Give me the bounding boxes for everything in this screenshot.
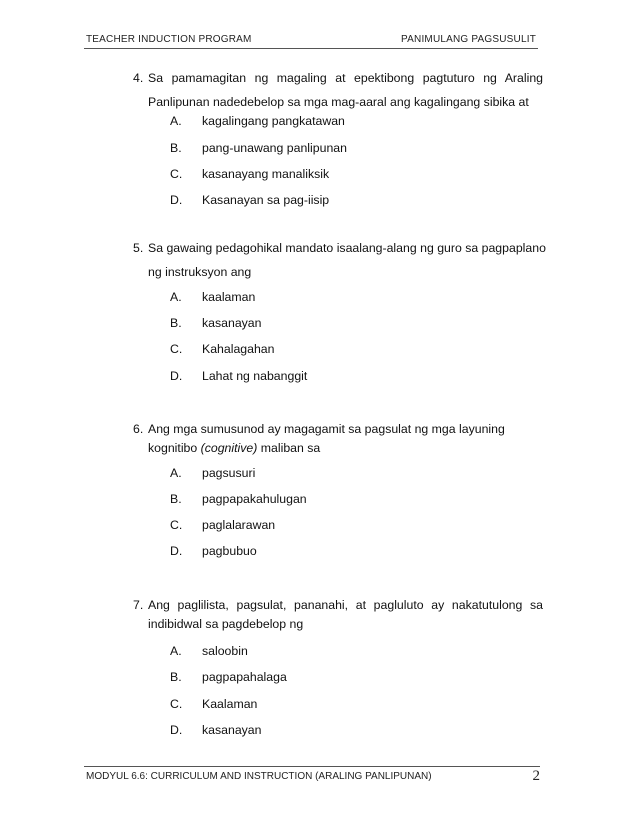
page-number: 2: [532, 768, 540, 784]
question-6-line-2-suffix: maliban sa: [257, 441, 321, 455]
question-4-option-c-text: kasanayang manaliksik: [202, 167, 330, 181]
question-7-option-b-text: pagpapahalaga: [202, 670, 287, 684]
question-7-number: 7.: [133, 598, 144, 612]
question-6-option-c-letter: C.: [170, 518, 183, 532]
question-5-option-a-text: kaalaman: [202, 290, 256, 304]
question-7-option-d-letter: D.: [170, 723, 183, 737]
question-6-option-a-letter: A.: [170, 466, 182, 480]
question-7-option-d-text: kasanayan: [202, 723, 262, 737]
header-divider: [84, 48, 538, 49]
question-5-option-b-text: kasanayan: [202, 316, 262, 330]
question-4-text-line-1: Sa pamamagitan ng magaling at epektibong pagtuturo ng Araling: [148, 71, 543, 85]
question-5-option-d-letter: D.: [170, 369, 183, 383]
question-6-option-c-text: paglalarawan: [202, 518, 276, 532]
question-7-option-c-text: Kaalaman: [202, 697, 258, 711]
footer-divider: [84, 766, 540, 767]
question-6-text-line-1: Ang mga sumusunod ay magagamit sa pagsulat ng mga layuning: [148, 422, 505, 436]
question-4-option-a-text: kagalingang pangkatawan: [202, 114, 345, 128]
question-5-option-b-letter: B.: [170, 316, 182, 330]
question-6-option-b-letter: B.: [170, 492, 182, 506]
question-6-line-2-prefix: kognitibo: [148, 441, 201, 455]
header-program-title: TEACHER INDUCTION PROGRAM: [86, 34, 252, 45]
question-4-option-d-letter: D.: [170, 193, 183, 207]
question-7-text-line-1: Ang paglilista, pagsulat, pananahi, at pagluluto ay nakatutulong sa: [148, 598, 543, 612]
question-5-text-line-1: Sa gawaing pedagohikal mandato isaalang-alang ng guro sa pagpaplano: [148, 241, 546, 255]
question-4-number: 4.: [133, 71, 144, 85]
question-6-line-2-italic: (cognitive): [200, 441, 258, 455]
question-6-number: 6.: [133, 422, 144, 436]
question-7-text-line-2: indibidwal sa pagdebelop ng: [148, 617, 304, 631]
question-4-option-b-letter: B.: [170, 141, 182, 155]
question-7-option-a-letter: A.: [170, 644, 182, 658]
question-4-option-b-text: pang-unawang panlipunan: [202, 141, 347, 155]
question-4-text-line-2: Panlipunan nadedebelop sa mga mag-aaral ang kagalingang sibika at: [148, 95, 529, 109]
question-4-option-d-text: Kasanayan sa pag-iisip: [202, 193, 330, 207]
question-6-option-b-text: pagpapakahulugan: [202, 492, 307, 506]
question-5-option-c-text: Kahalagahan: [202, 342, 275, 356]
question-5-option-d-text: Lahat ng nabanggit: [202, 369, 308, 383]
question-5-text-line-2: ng instruksyon ang: [148, 265, 252, 279]
question-6-option-d-text: pagbubuo: [202, 544, 257, 558]
question-4-option-a-letter: A.: [170, 114, 182, 128]
question-7-option-a-text: saloobin: [202, 644, 248, 658]
question-5-option-a-letter: A.: [170, 290, 182, 304]
question-6-option-a-text: pagsusuri: [202, 466, 256, 480]
question-5-option-c-letter: C.: [170, 342, 183, 356]
question-4-option-c-letter: C.: [170, 167, 183, 181]
question-5-number: 5.: [133, 241, 144, 255]
header-section-title: PANIMULANG PAGSUSULIT: [401, 34, 536, 45]
footer-module-title: MODYUL 6.6: CURRICULUM AND INSTRUCTION (ARALING PANLIPUNAN): [86, 771, 432, 782]
question-6-text-line-2: [148, 440, 543, 456]
question-6-option-d-letter: D.: [170, 544, 183, 558]
question-7-option-c-letter: C.: [170, 697, 183, 711]
question-7-option-b-letter: B.: [170, 670, 182, 684]
